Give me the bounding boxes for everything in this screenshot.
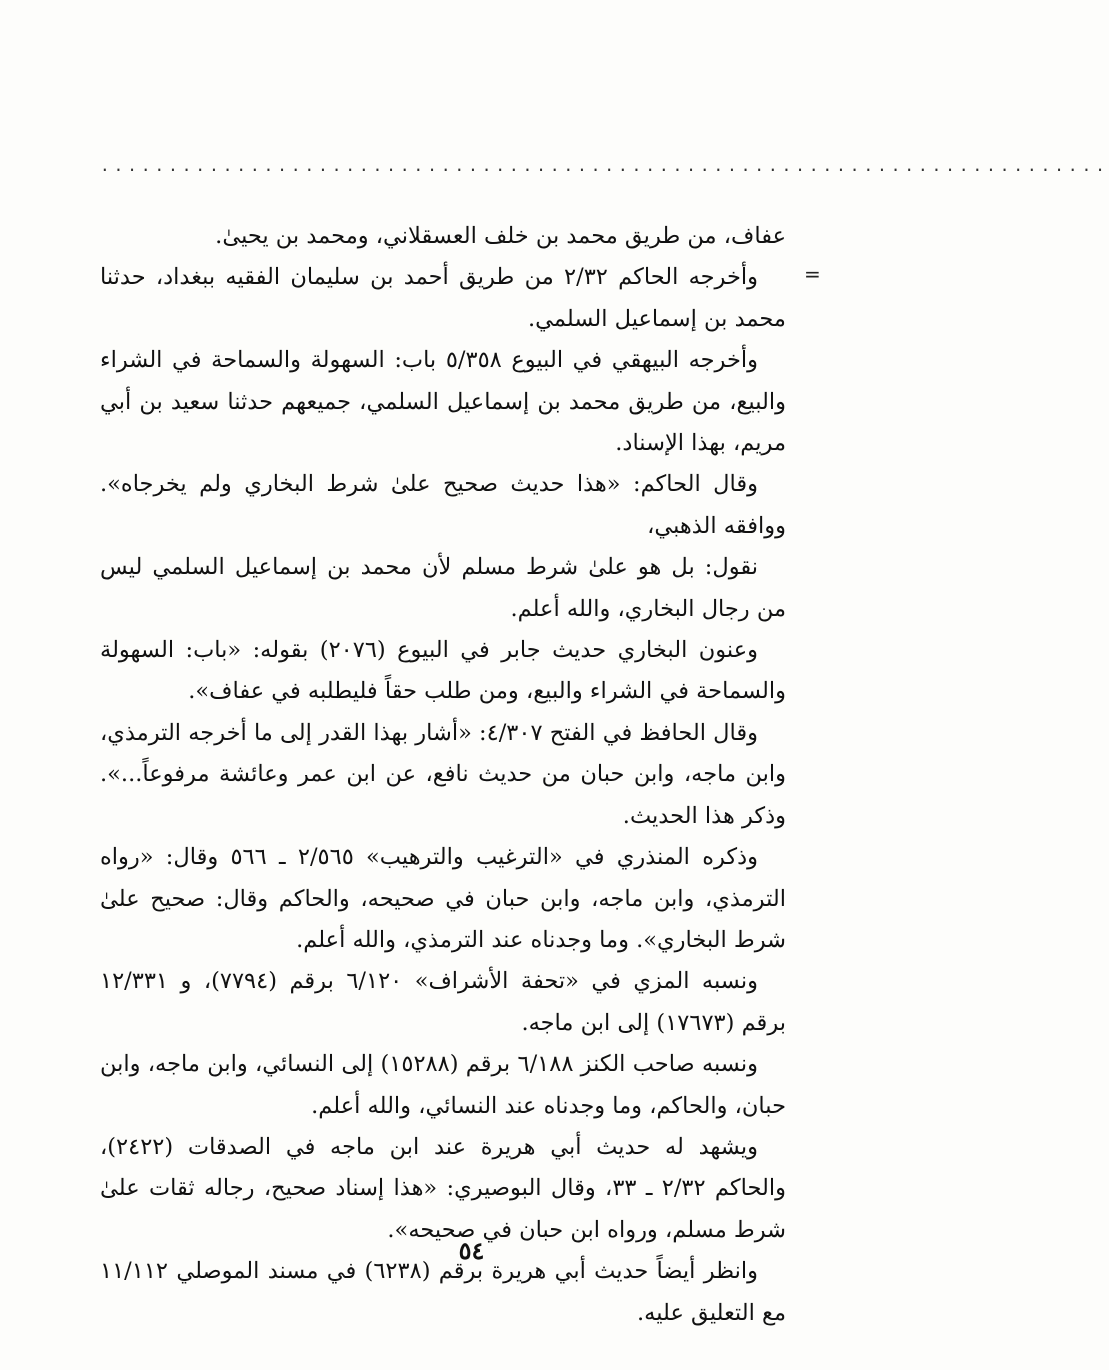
paragraph: عفاف، من طريق محمد بن خلف العسقلاني، ومحمد بن يحيىٰ. xyxy=(215,223,786,249)
paragraph: وقال الحاكم: «هذا حديث صحيح علىٰ شرط البخاري ولم يخرجاه». ووافقه الذهبي، xyxy=(100,471,786,539)
paragraph: ونسبه صاحب الكنز ٦/١٨٨ برقم (١٥٢٨٨) إلى النسائي، وابن ماجه، وابن حبان، والحاكم، وما وجدناه عند النسائي، والله أعلم. xyxy=(100,1051,786,1119)
paragraph: وقال الحافظ في الفتح ٤/٣٠٧: «أشار بهذا القدر إلى ما أخرجه الترمذي، وابن ماجه، وابن حبان من حديث نافع، عن ابن عمر وعائشة مرفوعاً...». وذكر هذا الحديث. xyxy=(100,719,786,829)
paragraph: وذكره المنذري في «الترغيب والترهيب» ٢/٥٦٥ ـ ٥٦٦ وقال: «رواه الترمذي، وابن ماجه، وابن حبان في صحيحه، والحاكم وقال: صحيح علىٰ شرط البخاري». وما وجدناه عند الترمذي، والله أعلم. xyxy=(100,844,786,953)
footnote-text xyxy=(100,216,786,1334)
footnote-separator: .......................................................................... xyxy=(100,156,1109,175)
paragraph: نقول: بل هو علىٰ شرط مسلم لأن محمد بن إسماعيل السلمي ليس من رجال البخاري، والله أعلم. xyxy=(100,554,786,622)
paragraph: وأخرجه البيهقي في البيوع ٥/٣٥٨ باب: السهولة والسماحة في الشراء والبيع، من طريق محمد بن إسماعيل السلمي، جميعهم حدثنا سعيد بن أبي مريم، بهذا الإسناد. xyxy=(100,347,786,457)
paragraph: ونسبه المزي في «تحفة الأشراف» ٦/١٢٠ برقم (٧٧٩٤)، و ١٢/٣٣١ برقم (١٧٦٧٣) إلى ابن ماجه. xyxy=(100,968,786,1036)
paragraph: ويشهد له حديث أبي هريرة عند ابن ماجه في الصدقات (٢٤٢٢)، والحاكم ٢/٣٢ ـ ٣٣، وقال البوصيري: «هذا إسناد صحيح، رجاله ثقات علىٰ شرط مسلم، ورواه ابن حبان في صحيحه». xyxy=(100,1133,786,1243)
continuation-marker: = xyxy=(804,262,821,286)
paragraph: وأخرجه الحاكم ٢/٣٢ من طريق أحمد بن سليمان الفقيه ببغداد، حدثنا محمد بن إسماعيل السلمي. xyxy=(100,264,786,332)
paragraph: وعنون البخاري حديث جابر في البيوع (٢٠٧٦) بقوله: «باب: السهولة والسماحة في الشراء والبيع، ومن طلب حقاً فليطلبه في عفاف». xyxy=(100,637,786,705)
page-number: ٥٤ xyxy=(458,1236,485,1265)
paragraph: وانظر أيضاً حديث أبي هريرة برقم (٦٢٣٨) في مسند الموصلي ١١/١١٢ مع التعليق عليه. xyxy=(100,1258,786,1326)
